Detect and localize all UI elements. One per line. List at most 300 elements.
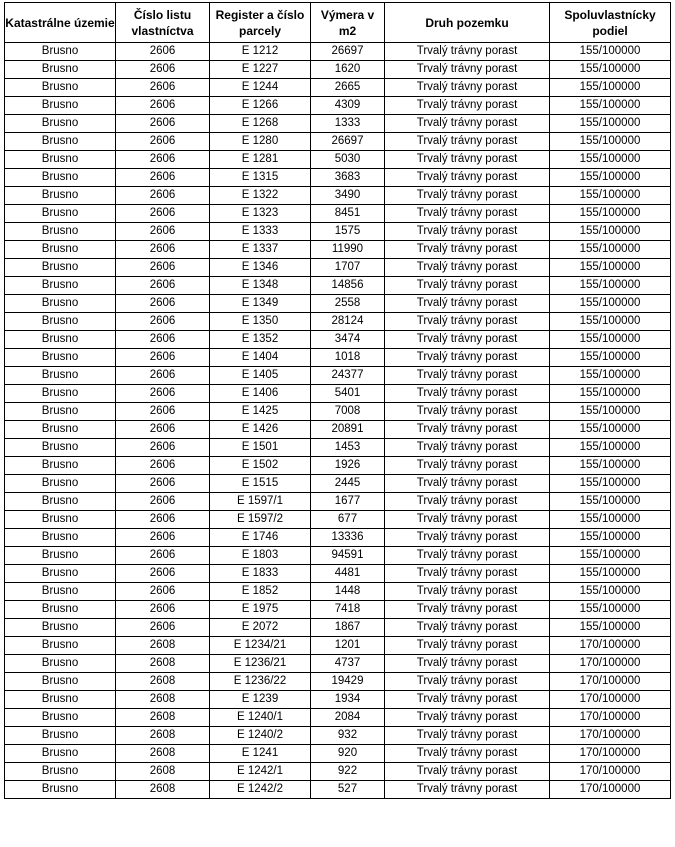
area-cell: 19429 — [311, 673, 385, 691]
land-type-cell: Trvalý trávny porast — [385, 133, 550, 151]
land-type-cell: Trvalý trávny porast — [385, 331, 550, 349]
parcel-number-cell: E 1975 — [210, 601, 311, 619]
table-row — [5, 223, 671, 241]
land-type-cell: Trvalý trávny porast — [385, 565, 550, 583]
area-cell: 7008 — [311, 403, 385, 421]
ownership-sheet-cell: 2606 — [116, 133, 210, 151]
table-row — [5, 349, 671, 367]
cadastral-area-cell: Brusno — [5, 331, 116, 349]
parcel-number-cell: E 1349 — [210, 295, 311, 313]
land-type-cell: Trvalý trávny porast — [385, 745, 550, 763]
area-cell: 1926 — [311, 457, 385, 475]
cadastral-area-cell: Brusno — [5, 475, 116, 493]
area-cell: 4309 — [311, 97, 385, 115]
area-cell: 527 — [311, 781, 385, 799]
share-cell: 155/100000 — [550, 97, 671, 115]
cadastral-area-cell: Brusno — [5, 403, 116, 421]
table-row — [5, 673, 671, 691]
parcel-number-cell: E 1234/21 — [210, 637, 311, 655]
table-row — [5, 475, 671, 493]
table-row — [5, 79, 671, 97]
area-cell: 4737 — [311, 655, 385, 673]
land-type-cell: Trvalý trávny porast — [385, 277, 550, 295]
table-row — [5, 97, 671, 115]
ownership-sheet-cell: 2608 — [116, 709, 210, 727]
area-cell: 1448 — [311, 583, 385, 601]
ownership-sheet-cell: 2606 — [116, 421, 210, 439]
table-row — [5, 493, 671, 511]
share-cell: 155/100000 — [550, 79, 671, 97]
ownership-sheet-cell: 2606 — [116, 349, 210, 367]
table-row — [5, 241, 671, 259]
share-cell: 155/100000 — [550, 367, 671, 385]
share-cell: 155/100000 — [550, 43, 671, 61]
parcel-number-cell: E 1227 — [210, 61, 311, 79]
ownership-sheet-cell: 2608 — [116, 691, 210, 709]
ownership-sheet-cell: 2606 — [116, 547, 210, 565]
table-row — [5, 205, 671, 223]
share-cell: 170/100000 — [550, 745, 671, 763]
share-cell: 170/100000 — [550, 673, 671, 691]
table-row — [5, 619, 671, 637]
cadastral-area-cell: Brusno — [5, 727, 116, 745]
ownership-sheet-cell: 2606 — [116, 223, 210, 241]
share-cell: 155/100000 — [550, 313, 671, 331]
parcel-number-cell: E 1323 — [210, 205, 311, 223]
area-cell: 1677 — [311, 493, 385, 511]
land-type-cell: Trvalý trávny porast — [385, 61, 550, 79]
parcel-number-cell: E 1352 — [210, 331, 311, 349]
cadastral-area-cell: Brusno — [5, 259, 116, 277]
land-type-cell: Trvalý trávny porast — [385, 691, 550, 709]
area-cell: 1575 — [311, 223, 385, 241]
parcel-number-cell: E 1425 — [210, 403, 311, 421]
ownership-sheet-cell: 2606 — [116, 457, 210, 475]
ownership-sheet-cell: 2606 — [116, 187, 210, 205]
cadastral-area-cell: Brusno — [5, 349, 116, 367]
share-cell: 155/100000 — [550, 61, 671, 79]
area-cell: 3683 — [311, 169, 385, 187]
area-cell: 1620 — [311, 61, 385, 79]
share-cell: 155/100000 — [550, 457, 671, 475]
table-row — [5, 529, 671, 547]
share-cell: 170/100000 — [550, 637, 671, 655]
share-cell: 155/100000 — [550, 529, 671, 547]
share-cell: 155/100000 — [550, 223, 671, 241]
land-type-cell: Trvalý trávny porast — [385, 457, 550, 475]
land-type-cell: Trvalý trávny porast — [385, 529, 550, 547]
share-cell: 170/100000 — [550, 709, 671, 727]
area-cell: 920 — [311, 745, 385, 763]
parcel-number-cell: E 1266 — [210, 97, 311, 115]
table-row — [5, 61, 671, 79]
area-cell: 1867 — [311, 619, 385, 637]
parcel-number-cell: E 1746 — [210, 529, 311, 547]
parcel-number-cell: E 1515 — [210, 475, 311, 493]
land-type-cell: Trvalý trávny porast — [385, 295, 550, 313]
table-row — [5, 277, 671, 295]
area-cell: 2084 — [311, 709, 385, 727]
cadastral-area-cell: Brusno — [5, 133, 116, 151]
share-cell: 155/100000 — [550, 205, 671, 223]
area-cell: 20891 — [311, 421, 385, 439]
table-row — [5, 637, 671, 655]
table-row — [5, 133, 671, 151]
ownership-sheet-cell: 2606 — [116, 439, 210, 457]
parcel-number-cell: E 1322 — [210, 187, 311, 205]
parcel-number-cell: E 1244 — [210, 79, 311, 97]
ownership-sheet-cell: 2608 — [116, 655, 210, 673]
table-row — [5, 763, 671, 781]
cadastral-area-cell: Brusno — [5, 295, 116, 313]
cadastral-area-cell: Brusno — [5, 241, 116, 259]
ownership-sheet-cell: 2606 — [116, 43, 210, 61]
table-row — [5, 295, 671, 313]
table-row — [5, 709, 671, 727]
parcel-number-cell: E 1833 — [210, 565, 311, 583]
cadastral-area-cell: Brusno — [5, 205, 116, 223]
area-cell: 26697 — [311, 133, 385, 151]
ownership-sheet-cell: 2606 — [116, 61, 210, 79]
share-cell: 155/100000 — [550, 421, 671, 439]
share-cell: 155/100000 — [550, 493, 671, 511]
ownership-sheet-cell: 2606 — [116, 151, 210, 169]
share-cell: 155/100000 — [550, 187, 671, 205]
table-row — [5, 259, 671, 277]
land-type-cell: Trvalý trávny porast — [385, 187, 550, 205]
parcel-number-cell: E 1404 — [210, 349, 311, 367]
cadastral-area-cell: Brusno — [5, 493, 116, 511]
land-type-cell: Trvalý trávny porast — [385, 619, 550, 637]
parcel-number-cell: E 1597/2 — [210, 511, 311, 529]
area-cell: 1333 — [311, 115, 385, 133]
cadastral-area-cell: Brusno — [5, 457, 116, 475]
ownership-sheet-cell: 2608 — [116, 637, 210, 655]
land-type-cell: Trvalý trávny porast — [385, 385, 550, 403]
area-cell: 2558 — [311, 295, 385, 313]
table-row — [5, 43, 671, 61]
land-type-cell: Trvalý trávny porast — [385, 601, 550, 619]
parcel-number-cell: E 1405 — [210, 367, 311, 385]
cadastral-area-cell: Brusno — [5, 583, 116, 601]
table-row — [5, 547, 671, 565]
cadastral-area-cell: Brusno — [5, 115, 116, 133]
share-cell: 170/100000 — [550, 727, 671, 745]
ownership-sheet-cell: 2606 — [116, 619, 210, 637]
header-ownership-sheet-number: Číslo listu vlastníctva — [116, 3, 210, 43]
ownership-sheet-cell: 2606 — [116, 79, 210, 97]
cadastral-area-cell: Brusno — [5, 79, 116, 97]
share-cell: 155/100000 — [550, 295, 671, 313]
parcel-number-cell: E 1348 — [210, 277, 311, 295]
header-row — [5, 3, 671, 43]
table-row — [5, 403, 671, 421]
area-cell: 26697 — [311, 43, 385, 61]
table-row — [5, 439, 671, 457]
land-type-cell: Trvalý trávny porast — [385, 97, 550, 115]
table-row — [5, 367, 671, 385]
header-land-type: Druh pozemku — [385, 3, 550, 43]
table-row — [5, 151, 671, 169]
area-cell: 7418 — [311, 601, 385, 619]
share-cell: 155/100000 — [550, 475, 671, 493]
parcel-number-cell: E 1281 — [210, 151, 311, 169]
cadastral-area-cell: Brusno — [5, 151, 116, 169]
table-row — [5, 385, 671, 403]
area-cell: 677 — [311, 511, 385, 529]
share-cell: 155/100000 — [550, 601, 671, 619]
land-type-cell: Trvalý trávny porast — [385, 349, 550, 367]
parcel-number-cell: E 1239 — [210, 691, 311, 709]
area-cell: 13336 — [311, 529, 385, 547]
land-type-cell: Trvalý trávny porast — [385, 655, 550, 673]
parcel-number-cell: E 1502 — [210, 457, 311, 475]
ownership-sheet-cell: 2608 — [116, 763, 210, 781]
land-type-cell: Trvalý trávny porast — [385, 583, 550, 601]
table-row — [5, 169, 671, 187]
parcel-number-cell: E 1241 — [210, 745, 311, 763]
share-cell: 155/100000 — [550, 277, 671, 295]
land-type-cell: Trvalý trávny porast — [385, 547, 550, 565]
area-cell: 1707 — [311, 259, 385, 277]
parcel-number-cell: E 1212 — [210, 43, 311, 61]
share-cell: 170/100000 — [550, 781, 671, 799]
ownership-sheet-cell: 2606 — [116, 205, 210, 223]
table-row — [5, 421, 671, 439]
share-cell: 170/100000 — [550, 655, 671, 673]
parcel-number-cell: E 1315 — [210, 169, 311, 187]
area-cell: 1201 — [311, 637, 385, 655]
cadastral-area-cell: Brusno — [5, 61, 116, 79]
parcel-number-cell: E 1242/1 — [210, 763, 311, 781]
area-cell: 2445 — [311, 475, 385, 493]
parcel-table — [4, 2, 671, 799]
share-cell: 170/100000 — [550, 763, 671, 781]
cadastral-area-cell: Brusno — [5, 385, 116, 403]
ownership-sheet-cell: 2606 — [116, 331, 210, 349]
header-cadastral-area: Katastrálne územie — [5, 3, 116, 43]
area-cell: 11990 — [311, 241, 385, 259]
table-row — [5, 331, 671, 349]
cadastral-area-cell: Brusno — [5, 637, 116, 655]
ownership-sheet-cell: 2606 — [116, 385, 210, 403]
area-cell: 8451 — [311, 205, 385, 223]
ownership-sheet-cell: 2606 — [116, 601, 210, 619]
land-type-cell: Trvalý trávny porast — [385, 511, 550, 529]
share-cell: 155/100000 — [550, 115, 671, 133]
land-type-cell: Trvalý trávny porast — [385, 313, 550, 331]
land-type-cell: Trvalý trávny porast — [385, 79, 550, 97]
table-row — [5, 583, 671, 601]
share-cell: 155/100000 — [550, 439, 671, 457]
cadastral-area-cell: Brusno — [5, 619, 116, 637]
ownership-sheet-cell: 2606 — [116, 259, 210, 277]
table-row — [5, 511, 671, 529]
cadastral-area-cell: Brusno — [5, 43, 116, 61]
cadastral-area-cell: Brusno — [5, 763, 116, 781]
cadastral-area-cell: Brusno — [5, 277, 116, 295]
ownership-sheet-cell: 2606 — [116, 511, 210, 529]
area-cell: 922 — [311, 763, 385, 781]
table-row — [5, 601, 671, 619]
share-cell: 155/100000 — [550, 331, 671, 349]
cadastral-area-cell: Brusno — [5, 97, 116, 115]
cadastral-area-cell: Brusno — [5, 601, 116, 619]
cadastral-area-cell: Brusno — [5, 223, 116, 241]
parcel-number-cell: E 1236/21 — [210, 655, 311, 673]
parcel-number-cell: E 1426 — [210, 421, 311, 439]
area-cell: 3474 — [311, 331, 385, 349]
table-row — [5, 187, 671, 205]
ownership-sheet-cell: 2606 — [116, 403, 210, 421]
ownership-sheet-cell: 2608 — [116, 745, 210, 763]
ownership-sheet-cell: 2606 — [116, 493, 210, 511]
share-cell: 155/100000 — [550, 619, 671, 637]
header-parcel-register-number: Register a číslo parcely — [210, 3, 311, 43]
area-cell: 2665 — [311, 79, 385, 97]
ownership-sheet-cell: 2606 — [116, 295, 210, 313]
table-row — [5, 727, 671, 745]
cadastral-area-cell: Brusno — [5, 187, 116, 205]
cadastral-area-cell: Brusno — [5, 547, 116, 565]
cadastral-area-cell: Brusno — [5, 565, 116, 583]
share-cell: 155/100000 — [550, 547, 671, 565]
parcel-number-cell: E 1350 — [210, 313, 311, 331]
share-cell: 155/100000 — [550, 403, 671, 421]
share-cell: 155/100000 — [550, 349, 671, 367]
parcel-number-cell: E 1406 — [210, 385, 311, 403]
share-cell: 155/100000 — [550, 133, 671, 151]
area-cell: 3490 — [311, 187, 385, 205]
ownership-sheet-cell: 2608 — [116, 781, 210, 799]
cadastral-area-cell: Brusno — [5, 745, 116, 763]
land-type-cell: Trvalý trávny porast — [385, 115, 550, 133]
area-cell: 1018 — [311, 349, 385, 367]
cadastral-area-cell: Brusno — [5, 709, 116, 727]
cadastral-area-cell: Brusno — [5, 439, 116, 457]
share-cell: 155/100000 — [550, 385, 671, 403]
parcel-number-cell: E 1337 — [210, 241, 311, 259]
ownership-sheet-cell: 2608 — [116, 673, 210, 691]
parcel-number-cell: E 2072 — [210, 619, 311, 637]
ownership-sheet-cell: 2606 — [116, 169, 210, 187]
land-type-cell: Trvalý trávny porast — [385, 259, 550, 277]
parcel-number-cell: E 1242/2 — [210, 781, 311, 799]
cadastral-area-cell: Brusno — [5, 511, 116, 529]
land-type-cell: Trvalý trávny porast — [385, 709, 550, 727]
table-row — [5, 691, 671, 709]
share-cell: 155/100000 — [550, 565, 671, 583]
area-cell: 28124 — [311, 313, 385, 331]
table-row — [5, 745, 671, 763]
parcel-number-cell: E 1852 — [210, 583, 311, 601]
land-type-cell: Trvalý trávny porast — [385, 673, 550, 691]
land-type-cell: Trvalý trávny porast — [385, 169, 550, 187]
land-type-cell: Trvalý trávny porast — [385, 151, 550, 169]
cadastral-area-cell: Brusno — [5, 529, 116, 547]
cadastral-area-cell: Brusno — [5, 673, 116, 691]
share-cell: 155/100000 — [550, 151, 671, 169]
parcel-number-cell: E 1501 — [210, 439, 311, 457]
ownership-sheet-cell: 2606 — [116, 583, 210, 601]
cadastral-area-cell: Brusno — [5, 691, 116, 709]
ownership-sheet-cell: 2606 — [116, 565, 210, 583]
area-cell: 932 — [311, 727, 385, 745]
ownership-sheet-cell: 2606 — [116, 367, 210, 385]
parcel-number-cell: E 1268 — [210, 115, 311, 133]
area-cell: 94591 — [311, 547, 385, 565]
area-cell: 24377 — [311, 367, 385, 385]
ownership-sheet-cell: 2606 — [116, 115, 210, 133]
cadastral-area-cell: Brusno — [5, 367, 116, 385]
table-row — [5, 565, 671, 583]
share-cell: 155/100000 — [550, 241, 671, 259]
land-type-cell: Trvalý trávny porast — [385, 403, 550, 421]
land-type-cell: Trvalý trávny porast — [385, 637, 550, 655]
area-cell: 1453 — [311, 439, 385, 457]
ownership-sheet-cell: 2606 — [116, 313, 210, 331]
table-row — [5, 457, 671, 475]
parcel-number-cell: E 1597/1 — [210, 493, 311, 511]
area-cell: 5030 — [311, 151, 385, 169]
share-cell: 170/100000 — [550, 691, 671, 709]
share-cell: 155/100000 — [550, 583, 671, 601]
share-cell: 155/100000 — [550, 511, 671, 529]
area-cell: 5401 — [311, 385, 385, 403]
cadastral-area-cell: Brusno — [5, 781, 116, 799]
land-type-cell: Trvalý trávny porast — [385, 205, 550, 223]
parcel-number-cell: E 1280 — [210, 133, 311, 151]
area-cell: 14856 — [311, 277, 385, 295]
header-co-ownership-share: Spoluvlastnícky podiel — [550, 3, 671, 43]
land-type-cell: Trvalý trávny porast — [385, 763, 550, 781]
parcel-number-cell: E 1803 — [210, 547, 311, 565]
ownership-sheet-cell: 2608 — [116, 727, 210, 745]
land-type-cell: Trvalý trávny porast — [385, 439, 550, 457]
parcel-number-cell: E 1333 — [210, 223, 311, 241]
share-cell: 155/100000 — [550, 259, 671, 277]
table-row — [5, 655, 671, 673]
cadastral-area-cell: Brusno — [5, 655, 116, 673]
parcel-number-cell: E 1346 — [210, 259, 311, 277]
cadastral-area-cell: Brusno — [5, 169, 116, 187]
table-body — [5, 43, 671, 799]
land-type-cell: Trvalý trávny porast — [385, 241, 550, 259]
area-cell: 4481 — [311, 565, 385, 583]
share-cell: 155/100000 — [550, 169, 671, 187]
ownership-sheet-cell: 2606 — [116, 529, 210, 547]
table-row — [5, 115, 671, 133]
table-row — [5, 313, 671, 331]
land-type-cell: Trvalý trávny porast — [385, 43, 550, 61]
land-type-cell: Trvalý trávny porast — [385, 493, 550, 511]
ownership-sheet-cell: 2606 — [116, 475, 210, 493]
area-cell: 1934 — [311, 691, 385, 709]
land-type-cell: Trvalý trávny porast — [385, 781, 550, 799]
parcel-number-cell: E 1240/2 — [210, 727, 311, 745]
land-type-cell: Trvalý trávny porast — [385, 421, 550, 439]
header-area-m2: Výmera v m2 — [311, 3, 385, 43]
land-type-cell: Trvalý trávny porast — [385, 727, 550, 745]
cadastral-area-cell: Brusno — [5, 313, 116, 331]
land-type-cell: Trvalý trávny porast — [385, 367, 550, 385]
ownership-sheet-cell: 2606 — [116, 277, 210, 295]
parcel-number-cell: E 1240/1 — [210, 709, 311, 727]
land-type-cell: Trvalý trávny porast — [385, 475, 550, 493]
ownership-sheet-cell: 2606 — [116, 97, 210, 115]
cadastral-area-cell: Brusno — [5, 421, 116, 439]
parcel-number-cell: E 1236/22 — [210, 673, 311, 691]
